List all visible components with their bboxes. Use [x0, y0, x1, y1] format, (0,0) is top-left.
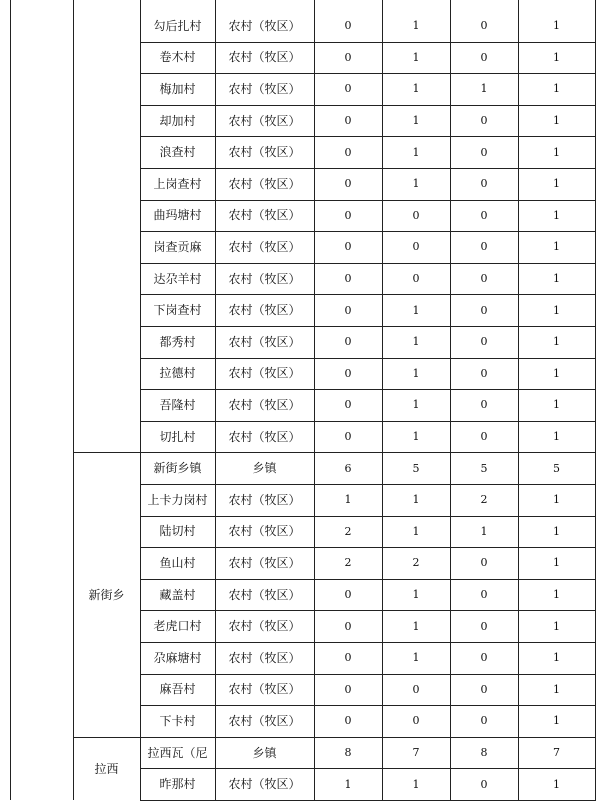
- value-cell: 0: [344, 588, 352, 602]
- value-cell: 7: [553, 746, 560, 760]
- value-cell: 0: [480, 398, 488, 412]
- village-name: 下岗查村: [153, 303, 202, 318]
- value-cell: 0: [480, 208, 488, 222]
- area-type: 农村（牧区）: [228, 18, 301, 33]
- value-cell: 1: [553, 493, 560, 507]
- area-type: 农村（牧区）: [228, 303, 301, 318]
- value-cell: 1: [412, 366, 420, 380]
- village-name: 拉西瓦（尼: [147, 745, 208, 760]
- value-cell: 1: [412, 335, 420, 349]
- value-cell: 1: [412, 303, 420, 317]
- value-cell: 0: [412, 272, 420, 286]
- value-cell: 0: [480, 366, 488, 380]
- value-cell: 8: [480, 746, 488, 760]
- value-cell: 0: [480, 114, 488, 128]
- value-cell: 0: [480, 177, 488, 191]
- column-divider: [10, 0, 11, 800]
- value-cell: 0: [344, 114, 352, 128]
- value-cell: 1: [480, 82, 488, 96]
- value-cell: 5: [480, 461, 488, 475]
- value-cell: 2: [480, 493, 488, 507]
- value-cell: 1: [412, 177, 420, 191]
- value-cell: 0: [344, 177, 352, 191]
- area-type: 农村（牧区）: [228, 145, 301, 160]
- value-cell: 1: [553, 82, 560, 96]
- area-type: 农村（牧区）: [228, 50, 301, 65]
- value-cell: 1: [553, 240, 560, 254]
- value-cell: 0: [344, 50, 352, 64]
- value-cell: 0: [480, 777, 488, 791]
- village-name: 昨那村: [159, 777, 196, 792]
- value-cell: 0: [480, 335, 488, 349]
- village-name: 拉德村: [159, 366, 196, 381]
- value-cell: 1: [412, 493, 420, 507]
- area-type: 农村（牧区）: [228, 429, 301, 444]
- value-cell: 0: [344, 430, 352, 444]
- value-cell: 8: [344, 746, 352, 760]
- area-type: 农村（牧区）: [228, 271, 301, 286]
- area-type: 农村（牧区）: [228, 239, 301, 254]
- value-cell: 0: [344, 272, 352, 286]
- value-cell: 1: [344, 777, 352, 791]
- village-name: 老虎口村: [153, 619, 202, 634]
- value-cell: 0: [480, 145, 488, 159]
- area-type: 农村（牧区）: [228, 334, 301, 349]
- value-cell: 2: [344, 556, 352, 570]
- value-cell: 1: [553, 335, 560, 349]
- area-type: 农村（牧区）: [228, 176, 301, 191]
- area-type: 农村（牧区）: [228, 555, 301, 570]
- village-name: 浪查村: [159, 145, 196, 160]
- village-name: 新街乡镇: [153, 461, 202, 476]
- village-name: 梅加村: [159, 81, 196, 96]
- value-cell: 0: [480, 430, 488, 444]
- value-cell: 1: [412, 50, 420, 64]
- village-name: 达尕羊村: [153, 271, 202, 286]
- value-cell: 0: [344, 398, 352, 412]
- value-cell: 1: [553, 272, 560, 286]
- village-name: 鱼山村: [159, 555, 196, 570]
- village-name: 尕麻塘村: [153, 650, 202, 665]
- value-cell: 0: [480, 619, 488, 633]
- village-name: 藏盖村: [159, 587, 196, 602]
- area-type: 农村（牧区）: [228, 81, 301, 96]
- value-cell: 0: [480, 714, 488, 728]
- village-name: 麻吾村: [159, 682, 196, 697]
- value-cell: 0: [480, 50, 488, 64]
- area-type: 农村（牧区）: [228, 113, 301, 128]
- village-name: 切扎村: [159, 429, 196, 444]
- value-cell: 1: [553, 398, 560, 412]
- area-type: 农村（牧区）: [228, 682, 301, 697]
- value-cell: 0: [480, 272, 488, 286]
- value-cell: 0: [344, 82, 352, 96]
- value-cell: 0: [480, 556, 488, 570]
- value-cell: 1: [412, 398, 420, 412]
- value-cell: 1: [553, 145, 560, 159]
- area-type: 农村（牧区）: [228, 397, 301, 412]
- value-cell: 1: [412, 651, 420, 665]
- value-cell: 1: [412, 145, 420, 159]
- value-cell: 1: [412, 524, 420, 538]
- value-cell: 0: [344, 714, 352, 728]
- area-type: 农村（牧区）: [228, 650, 301, 665]
- value-cell: 0: [344, 366, 352, 380]
- value-cell: 1: [553, 177, 560, 191]
- value-cell: 1: [412, 619, 420, 633]
- value-cell: 5: [553, 461, 560, 475]
- village-name: 勾后扎村: [153, 18, 202, 33]
- value-cell: 1: [480, 524, 488, 538]
- area-type: 农村（牧区）: [228, 208, 301, 223]
- value-cell: 0: [344, 651, 352, 665]
- value-cell: 1: [412, 777, 420, 791]
- village-name: 卷木村: [159, 50, 196, 65]
- value-cell: 0: [480, 19, 488, 33]
- value-cell: 0: [344, 145, 352, 159]
- group-label: [73, 10, 140, 452]
- group-label: 拉西: [94, 761, 119, 776]
- value-cell: 0: [480, 651, 488, 665]
- village-name: 曲玛塘村: [153, 208, 202, 223]
- value-cell: 1: [553, 208, 560, 222]
- value-cell: 1: [553, 651, 560, 665]
- column-divider: [595, 0, 596, 800]
- area-type: 农村（牧区）: [228, 492, 301, 507]
- value-cell: 1: [553, 777, 560, 791]
- area-type: 乡镇: [252, 745, 277, 760]
- value-cell: 1: [553, 682, 560, 696]
- village-name: 都秀村: [159, 334, 196, 349]
- value-cell: 1: [553, 50, 560, 64]
- value-cell: 2: [344, 524, 352, 538]
- value-cell: 0: [412, 714, 420, 728]
- value-cell: 0: [480, 682, 488, 696]
- value-cell: 2: [412, 556, 420, 570]
- value-cell: 7: [412, 746, 420, 760]
- value-cell: 0: [344, 303, 352, 317]
- value-cell: 5: [412, 461, 420, 475]
- value-cell: 1: [412, 19, 420, 33]
- village-name: 下卡村: [159, 713, 196, 728]
- area-type: 乡镇: [252, 461, 277, 476]
- village-name: 陆切村: [159, 524, 196, 539]
- village-name: 岗查贡麻: [153, 239, 202, 254]
- value-cell: 0: [344, 19, 352, 33]
- value-cell: 1: [412, 82, 420, 96]
- value-cell: 1: [553, 619, 560, 633]
- value-cell: 1: [553, 556, 560, 570]
- value-cell: 0: [344, 619, 352, 633]
- area-type: 农村（牧区）: [228, 777, 301, 792]
- value-cell: 0: [344, 335, 352, 349]
- value-cell: 1: [553, 366, 560, 380]
- value-cell: 1: [553, 714, 560, 728]
- value-cell: 1: [412, 588, 420, 602]
- area-type: 农村（牧区）: [228, 366, 301, 381]
- value-cell: 0: [344, 682, 352, 696]
- value-cell: 1: [553, 430, 560, 444]
- area-type: 农村（牧区）: [228, 619, 301, 634]
- area-type: 农村（牧区）: [228, 713, 301, 728]
- value-cell: 1: [553, 19, 560, 33]
- value-cell: 1: [553, 588, 560, 602]
- village-name: 上岗查村: [153, 176, 202, 191]
- value-cell: 0: [412, 682, 420, 696]
- value-cell: 1: [553, 524, 560, 538]
- group-label: 新街乡: [88, 588, 125, 603]
- value-cell: 0: [480, 588, 488, 602]
- value-cell: 1: [344, 493, 352, 507]
- value-cell: 0: [344, 208, 352, 222]
- value-cell: 0: [480, 240, 488, 254]
- value-cell: 1: [412, 430, 420, 444]
- value-cell: 1: [553, 303, 560, 317]
- village-name: 上卡力岗村: [147, 492, 208, 507]
- area-type: 农村（牧区）: [228, 587, 301, 602]
- value-cell: 0: [412, 240, 420, 254]
- value-cell: 6: [344, 461, 352, 475]
- village-name: 却加村: [159, 113, 196, 128]
- value-cell: 0: [412, 208, 420, 222]
- area-type: 农村（牧区）: [228, 524, 301, 539]
- value-cell: 0: [480, 303, 488, 317]
- village-name: 吾隆村: [159, 397, 196, 412]
- value-cell: 1: [553, 114, 560, 128]
- value-cell: 0: [344, 240, 352, 254]
- value-cell: 1: [412, 114, 420, 128]
